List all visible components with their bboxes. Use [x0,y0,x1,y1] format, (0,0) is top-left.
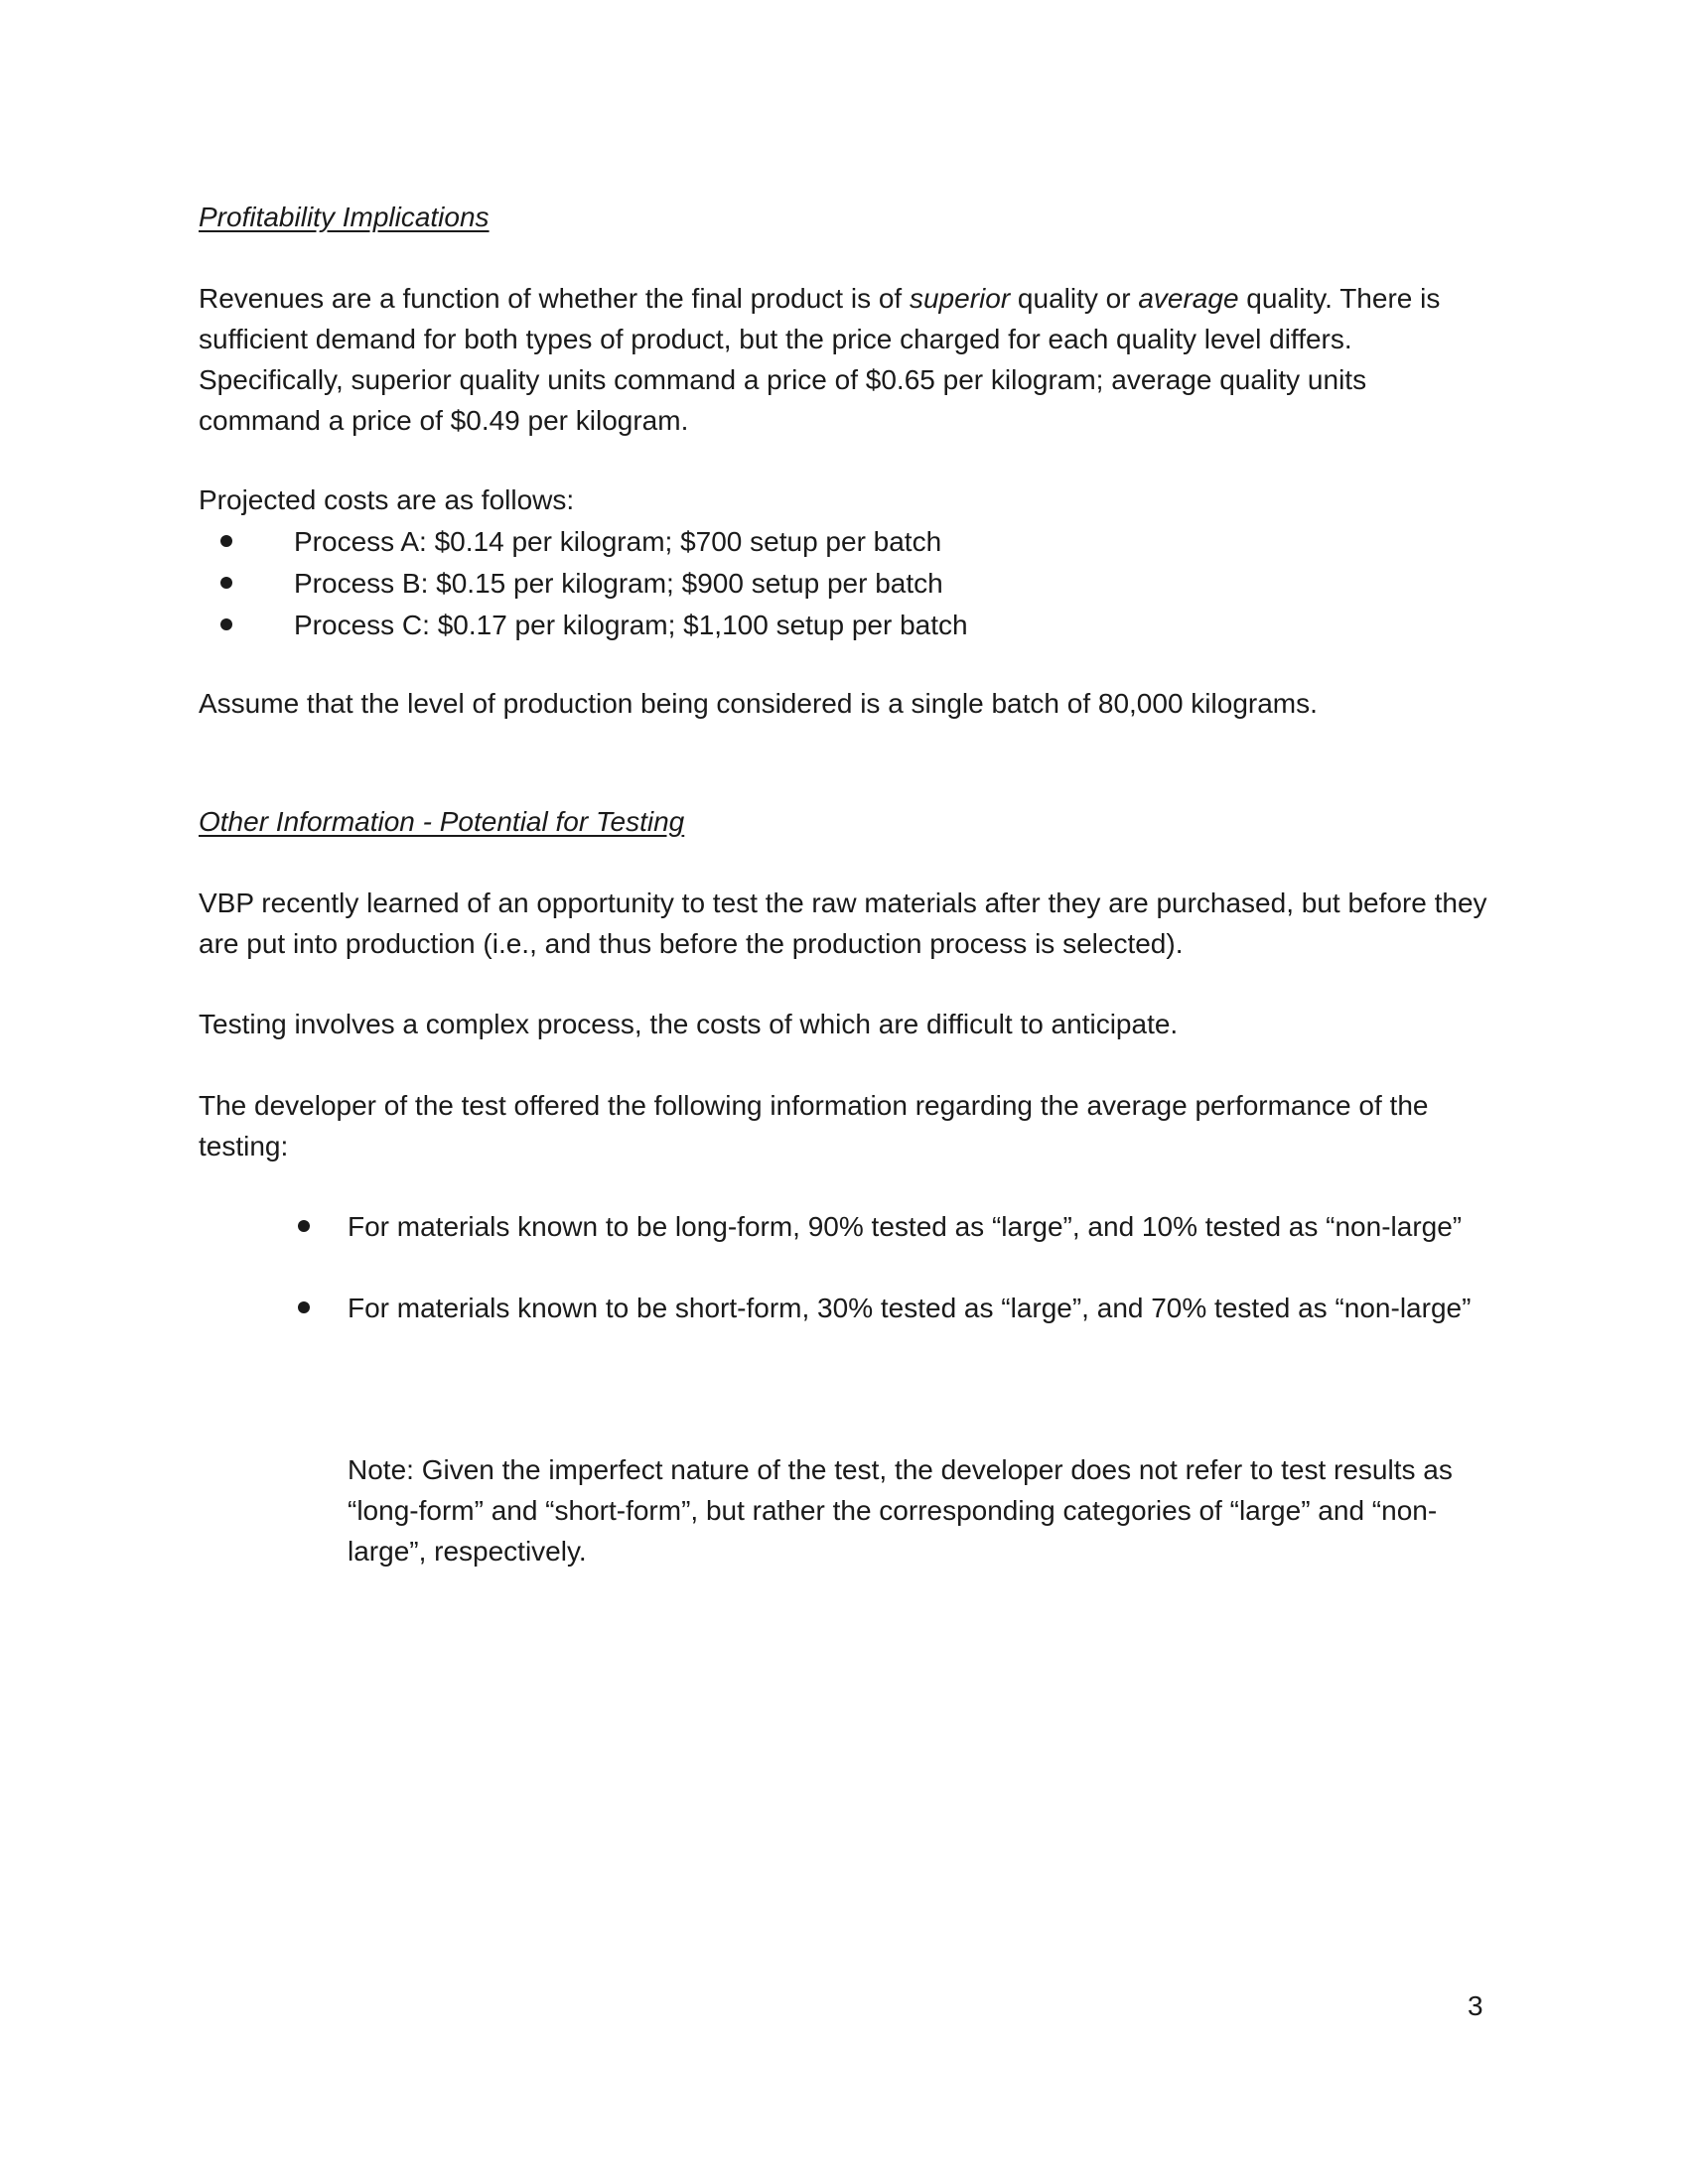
performance-list [298,1206,1489,1369]
assumption-paragraph: Assume that the level of production being considered is a single batch of 80,000 kilograms. [199,688,1318,719]
cost-process-b: Process B: $0.15 per kilogram; $900 setup per batch [294,568,943,599]
testing-heading: Other Information - Potential for Testing [199,806,685,837]
bullet-icon [220,618,232,630]
page-number: 3 [1468,1990,1483,2021]
list-item [298,1206,1489,1247]
cost-process-a: Process A: $0.14 per kilogram; $700 setup per batch [294,526,942,557]
revenue-text-b: quality or [1010,283,1139,314]
average-emphasis: average [1138,283,1239,314]
testing-text-1: VBP recently learned of an opportunity to test the raw materials after they are purchased, but before they are put into production (i.e., and thus before the production process is selected). [199,887,1487,959]
testing-paragraph-1 [199,883,1489,964]
revenue-text-c: quality. There is sufficient demand for both types of product, but the price charged for each quality level differs. Specifically, superior quality units command a price of $0.65 per kilogram; average quality units command a price of $0.49 per kilogram. [199,283,1441,436]
superior-emphasis: superior [909,283,1011,314]
list-item [220,563,1511,605]
costs-list [220,521,1511,646]
revenue-text-a: Revenues are a function of whether the final product is of [199,283,910,314]
testing-paragraph-3 [199,1085,1489,1166]
bullet-icon [298,1220,310,1232]
testing-text-3: The developer of the test offered the following information regarding the average performance of the testing: [199,1090,1429,1161]
long-form-result: For materials known to be long-form, 90% tested as “large”, and 10% tested as “non-large” [348,1211,1463,1242]
bullet-icon [220,577,232,589]
costs-intro: Projected costs are as follows: [199,484,575,515]
bullet-icon [298,1301,310,1313]
list-item [220,521,1511,563]
short-form-result: For materials known to be short-form, 30% tested as “large”, and 70% tested as “non-large” [348,1293,1472,1323]
test-note: Note: Given the imperfect nature of the test, the developer does not refer to test results as “long-form” and “short-form”, but rather the corresponding categories of “large” and “non-large”, respectively. [348,1454,1453,1567]
revenue-paragraph [199,278,1489,441]
list-item [298,1288,1489,1328]
cost-process-c: Process C: $0.17 per kilogram; $1,100 setup per batch [294,610,968,640]
testing-text-2: Testing involves a complex process, the costs of which are difficult to anticipate. [199,1009,1179,1039]
list-item [220,605,1511,646]
testing-paragraph-2 [199,1004,1489,1044]
bullet-icon [220,535,232,547]
profitability-heading: Profitability Implications [199,202,490,232]
